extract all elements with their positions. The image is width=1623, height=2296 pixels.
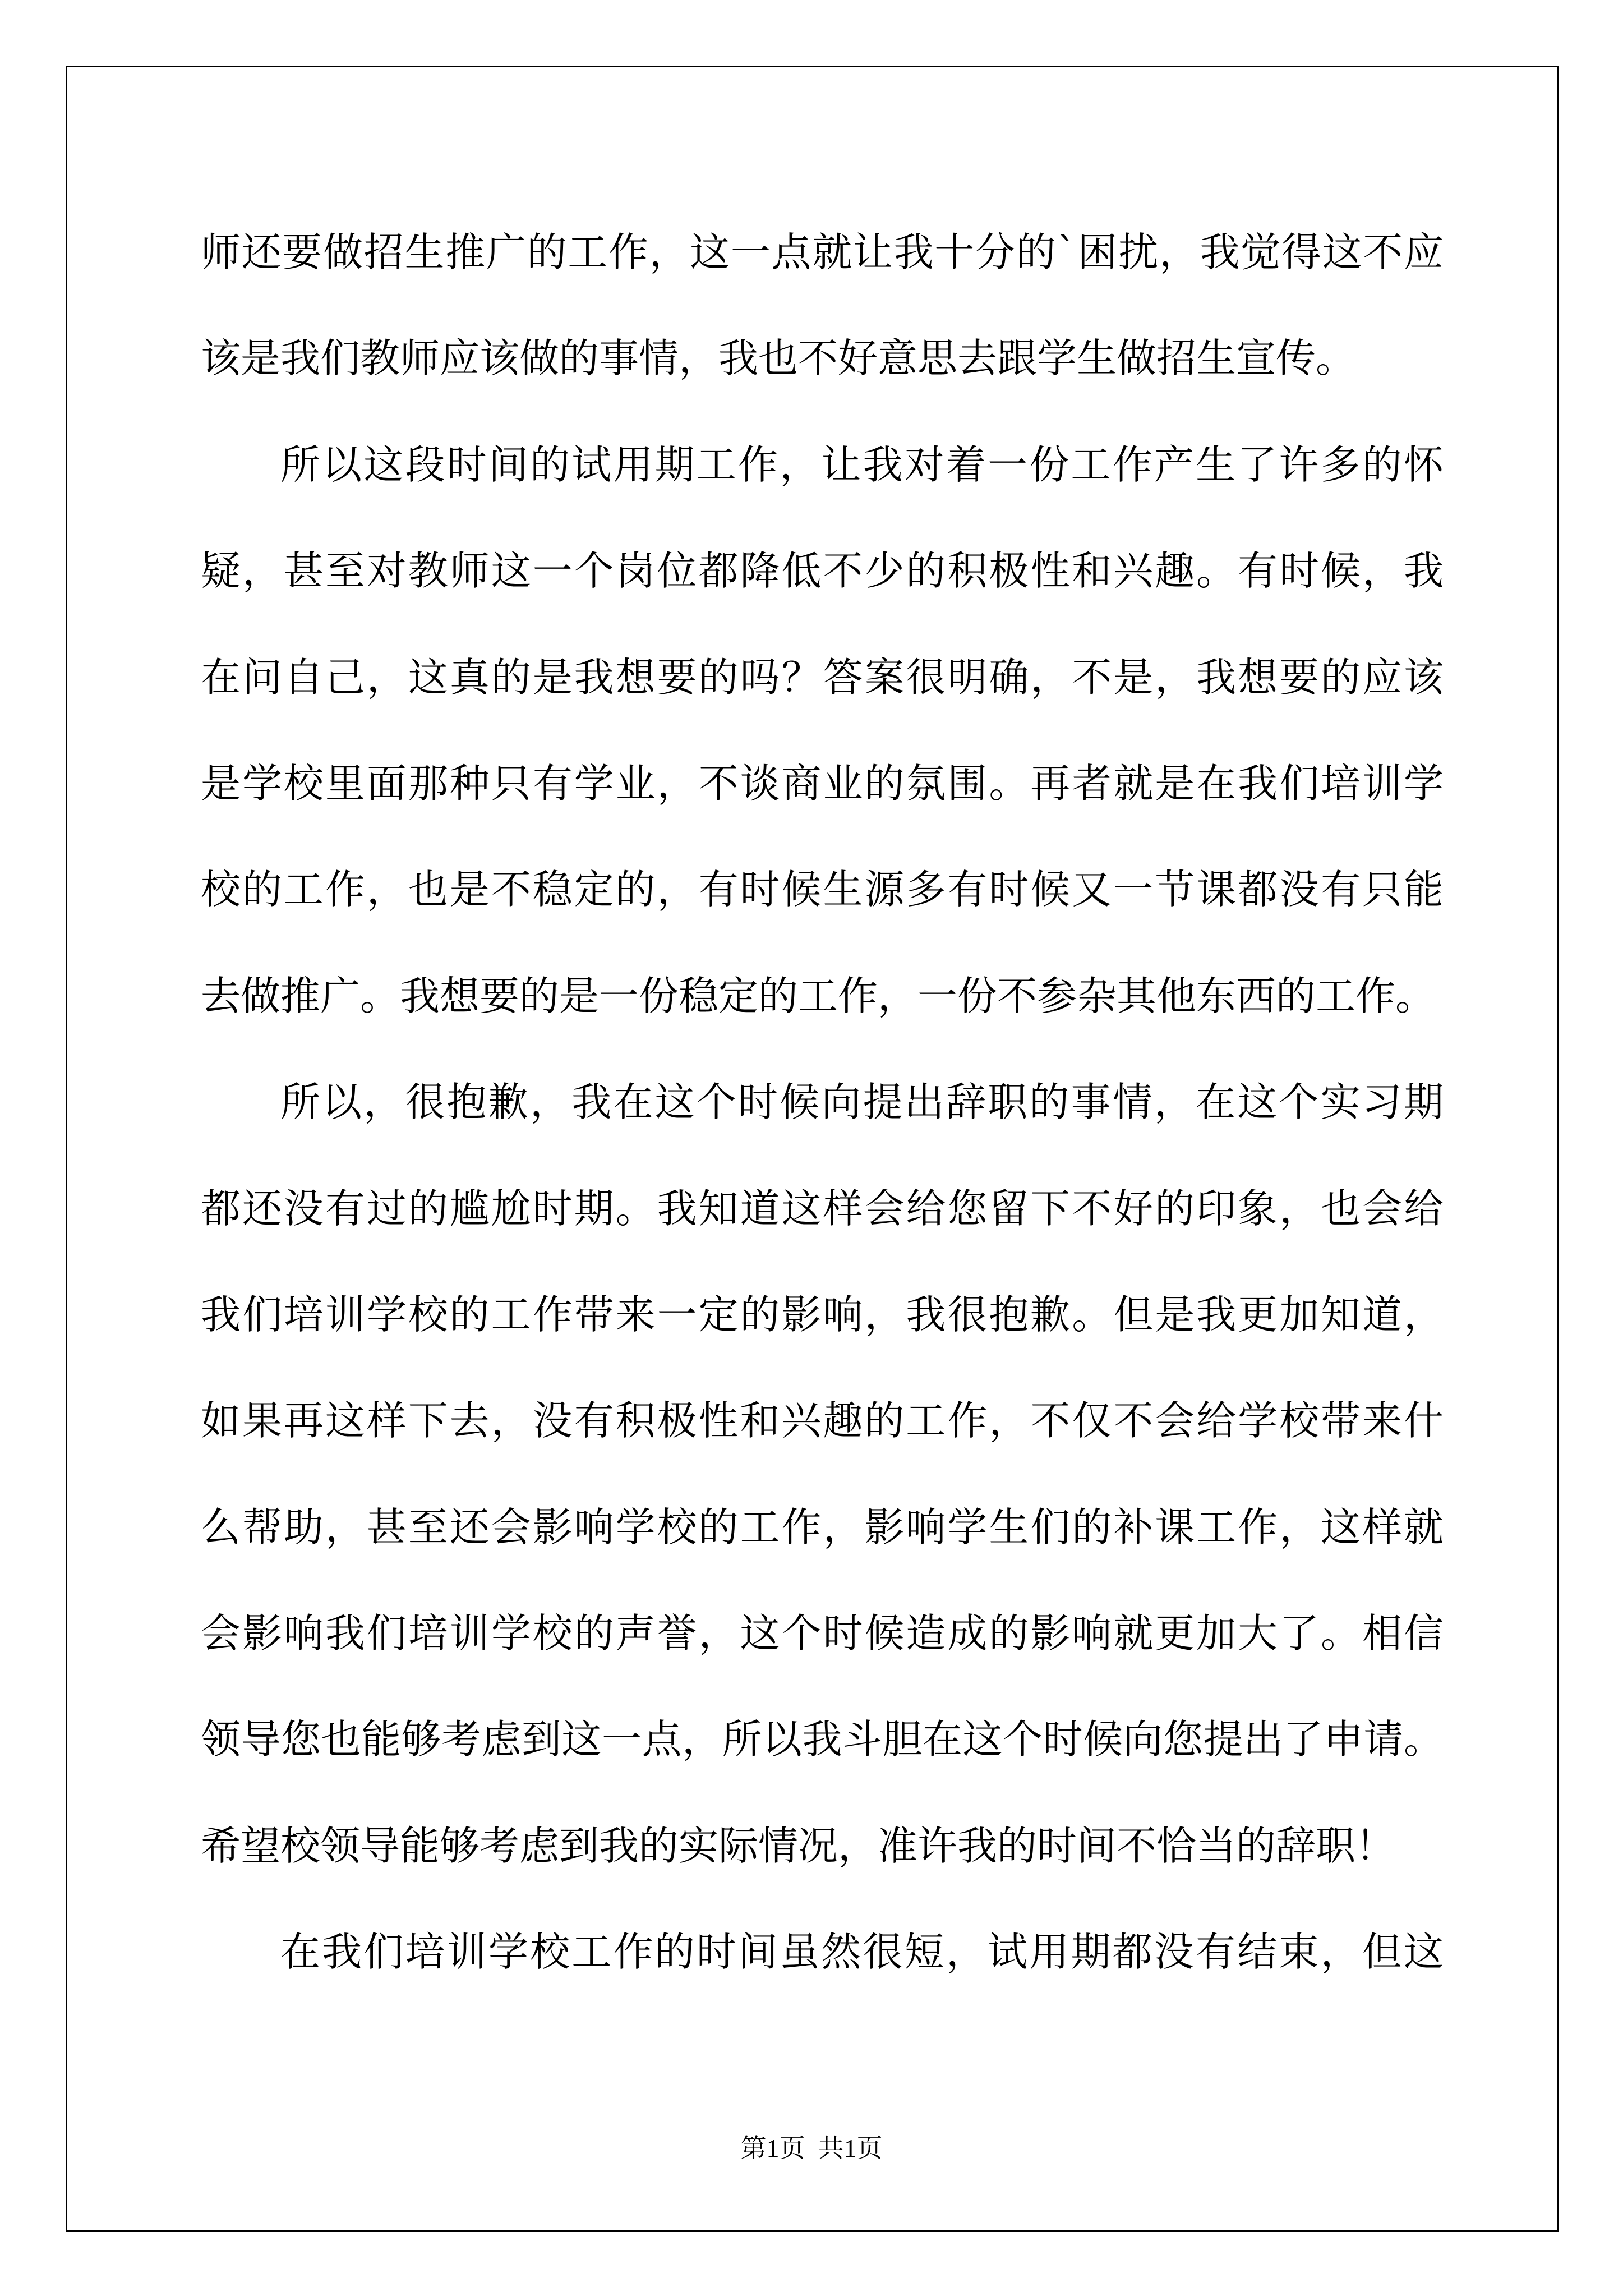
page-footer: 第1页 共1页 <box>740 2134 883 2162</box>
text-line: 在我们培训学校工作的时间虽然很短，试用期都没有结束，但这 <box>280 1929 1444 1976</box>
text-line: 我们培训学校的工作带来一定的影响，我很抱歉。但是我更加知道， <box>201 1291 1444 1338</box>
text-line: 都还没有过的尴尬时期。我知道这样会给您留下不好的印象，也会给 <box>201 1185 1444 1232</box>
paragraph <box>201 1899 1444 2005</box>
text-line: 在问自己，这真的是我想要的吗？答案很明确，不是，我想要的应该 <box>201 654 1444 701</box>
text-line: 如果再这样下去，没有积极性和兴趣的工作，不仅不会给学校带来什 <box>201 1397 1444 1444</box>
text-line: 领导您也能够考虑到这一点，所以我斗胆在这个时候向您提出了申请。 <box>201 1716 1444 1763</box>
text-line: 所以这段时间的试用期工作，让我对着一份工作产生了许多的怀 <box>280 441 1444 488</box>
document-body <box>201 199 1444 2005</box>
text-line: 该是我们教师应该做的事情，我也不好意思去跟学生做招生宣传。 <box>201 335 1356 382</box>
text-line: 去做推广。我想要的是一份稳定的工作，一份不参杂其他东西的工作。 <box>201 972 1436 1019</box>
text-line: 希望校领导能够考虑到我的实际情况，准许我的时间不恰当的辞职！ <box>201 1822 1396 1869</box>
text-line: 所以，很抱歉，我在这个时候向提出辞职的事情，在这个实习期 <box>280 1079 1444 1126</box>
paragraph <box>201 199 1444 412</box>
text-line: 是学校里面那种只有学业，不谈商业的氛围。再者就是在我们培训学 <box>201 760 1444 807</box>
paragraph <box>201 1049 1444 1899</box>
text-line: 疑，甚至对教师这一个岗位都降低不少的积极性和兴趣。有时候，我 <box>201 547 1444 595</box>
text-line: 会影响我们培训学校的声誉，这个时候造成的影响就更加大了。相信 <box>201 1610 1444 1657</box>
text-line: 么帮助，甚至还会影响学校的工作，影响学生们的补课工作，这样就 <box>201 1503 1444 1550</box>
text-line: 校的工作，也是不稳定的，有时候生源多有时候又一节课都没有只能 <box>201 866 1444 913</box>
paragraph <box>201 412 1444 1049</box>
text-line: 师还要做招生推广的工作，这一点就让我十分的`困扰，我觉得这不应 <box>201 229 1444 275</box>
